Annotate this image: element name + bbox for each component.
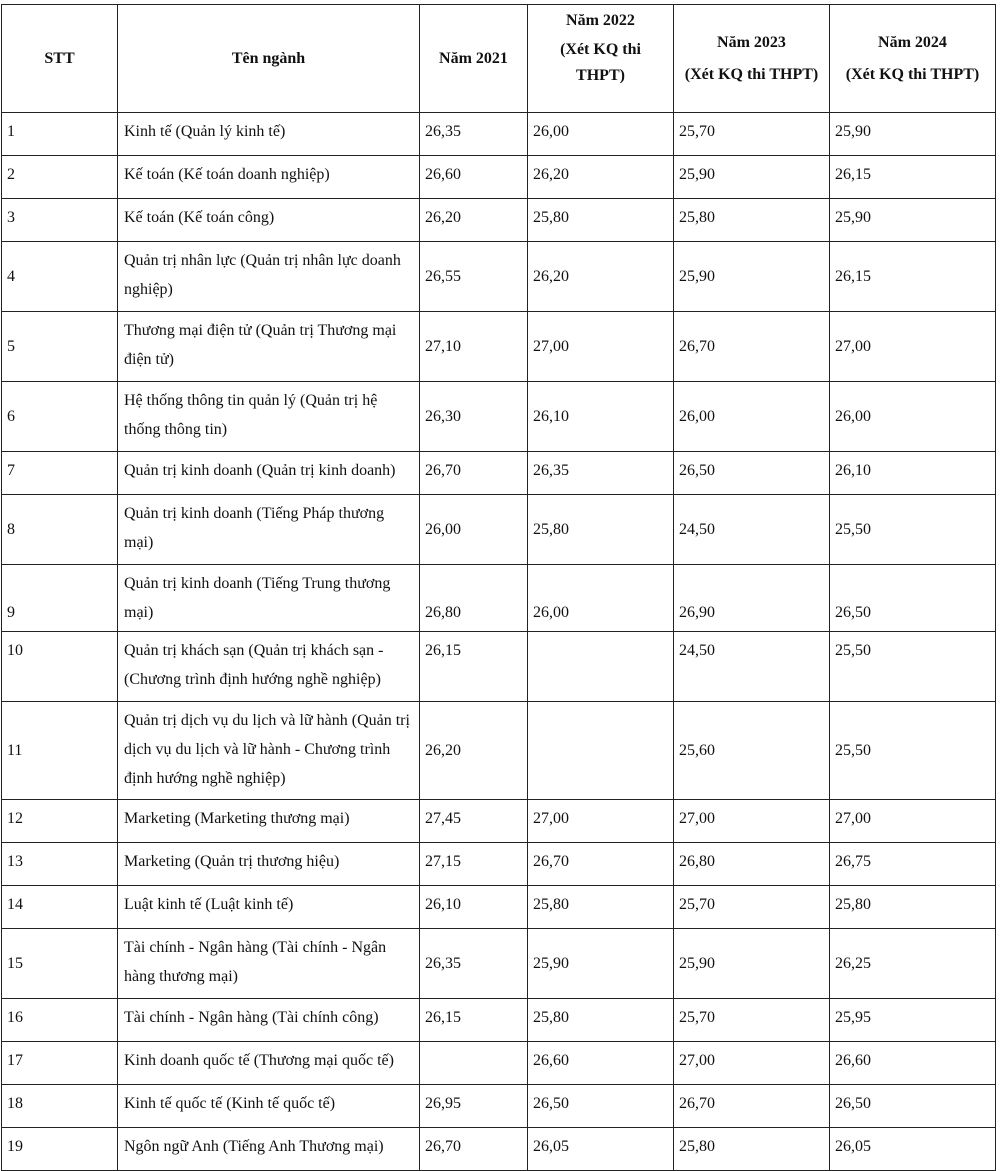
row-major-name: Thương mại điện tử (Quản trị Thương mại điện tử) — [118, 312, 420, 382]
row-major-name: Kế toán (Kế toán công) — [118, 199, 420, 242]
row-score-2021: 26,30 — [420, 382, 528, 452]
row-major-name: Marketing (Quản trị thương hiệu) — [118, 843, 420, 886]
row-score-2022: 27,00 — [528, 800, 674, 843]
row-score-2022: 26,00 — [528, 565, 674, 632]
table-row — [2, 113, 996, 156]
row-stt: 17 — [2, 1042, 118, 1085]
row-score-2022: 26,50 — [528, 1085, 674, 1128]
row-stt: 9 — [2, 565, 118, 632]
table-row — [2, 929, 996, 999]
row-score-2021: 26,35 — [420, 929, 528, 999]
row-stt: 8 — [2, 495, 118, 565]
row-major-name: Quản trị dịch vụ du lịch và lữ hành (Quản trị dịch vụ du lịch và lữ hành - Chương trình định hướng nghề nghiệp) — [118, 702, 420, 800]
row-major-name: Kinh tế quốc tế (Kinh tế quốc tế) — [118, 1085, 420, 1128]
table-row — [2, 382, 996, 452]
row-score-2022: 26,10 — [528, 382, 674, 452]
header-year-2021: Năm 2021 — [420, 5, 528, 113]
row-score-2021: 26,20 — [420, 199, 528, 242]
row-score-2021: 26,55 — [420, 242, 528, 312]
table-row — [2, 1042, 996, 1085]
row-score-2024: 26,60 — [830, 1042, 996, 1085]
row-score-2023: 26,70 — [674, 1085, 830, 1128]
row-score-2024: 25,50 — [830, 702, 996, 800]
row-score-2023: 26,00 — [674, 382, 830, 452]
row-stt: 14 — [2, 886, 118, 929]
row-score-2023: 24,50 — [674, 495, 830, 565]
row-score-2021: 26,00 — [420, 495, 528, 565]
row-score-2024: 26,50 — [830, 1085, 996, 1128]
row-major-name: Tài chính - Ngân hàng (Tài chính công) — [118, 999, 420, 1042]
row-score-2023: 25,80 — [674, 1128, 830, 1171]
table-row — [2, 1128, 996, 1171]
table-row — [2, 199, 996, 242]
row-score-2024: 26,15 — [830, 156, 996, 199]
row-score-2022: 26,20 — [528, 156, 674, 199]
row-score-2023: 25,70 — [674, 886, 830, 929]
row-score-2022: 26,20 — [528, 242, 674, 312]
table-header-row — [2, 5, 996, 113]
row-score-2022: 25,80 — [528, 999, 674, 1042]
row-score-2021: 26,60 — [420, 156, 528, 199]
row-score-2023: 25,90 — [674, 929, 830, 999]
row-score-2022: 27,00 — [528, 312, 674, 382]
row-score-2021: 26,95 — [420, 1085, 528, 1128]
row-score-2021: 26,80 — [420, 565, 528, 632]
row-score-2024: 25,90 — [830, 113, 996, 156]
row-score-2024: 27,00 — [830, 800, 996, 843]
row-score-2024: 26,50 — [830, 565, 996, 632]
table-row — [2, 632, 996, 702]
table-row — [2, 1085, 996, 1128]
row-major-name: Quản trị kinh doanh (Tiếng Trung thương mại) — [118, 565, 420, 632]
row-score-2021: 26,70 — [420, 452, 528, 495]
row-stt: 19 — [2, 1128, 118, 1171]
row-score-2023: 27,00 — [674, 800, 830, 843]
row-stt: 18 — [2, 1085, 118, 1128]
row-stt: 5 — [2, 312, 118, 382]
row-stt: 13 — [2, 843, 118, 886]
header-stt: STT — [2, 5, 118, 113]
row-stt: 6 — [2, 382, 118, 452]
header-year-2022: Năm 2022 (Xét KQ thi THPT) — [528, 5, 674, 113]
header-year-2022-note: (Xét KQ thi THPT) — [560, 41, 641, 84]
row-score-2024: 25,50 — [830, 495, 996, 565]
row-major-name: Quản trị kinh doanh (Tiếng Pháp thương mại) — [118, 495, 420, 565]
table-row — [2, 452, 996, 495]
row-major-name: Quản trị khách sạn (Quản trị khách sạn - (Chương trình định hướng nghề nghiệp) — [118, 632, 420, 702]
row-stt: 4 — [2, 242, 118, 312]
row-score-2022: 26,60 — [528, 1042, 674, 1085]
row-score-2023: 26,80 — [674, 843, 830, 886]
row-major-name: Ngôn ngữ Anh (Tiếng Anh Thương mại) — [118, 1128, 420, 1171]
row-score-2021: 26,20 — [420, 702, 528, 800]
admission-scores-table — [1, 4, 996, 1171]
row-major-name: Kinh doanh quốc tế (Thương mại quốc tế) — [118, 1042, 420, 1085]
row-score-2023: 25,70 — [674, 999, 830, 1042]
row-score-2024: 27,00 — [830, 312, 996, 382]
row-score-2023: 24,50 — [674, 632, 830, 702]
row-score-2023: 26,50 — [674, 452, 830, 495]
row-score-2022: 26,35 — [528, 452, 674, 495]
row-stt: 16 — [2, 999, 118, 1042]
row-score-2024: 25,95 — [830, 999, 996, 1042]
row-score-2022 — [528, 632, 674, 702]
row-score-2024: 25,50 — [830, 632, 996, 702]
row-stt: 3 — [2, 199, 118, 242]
row-score-2024: 25,90 — [830, 199, 996, 242]
row-score-2023: 27,00 — [674, 1042, 830, 1085]
row-stt: 7 — [2, 452, 118, 495]
row-score-2021: 26,70 — [420, 1128, 528, 1171]
row-major-name: Marketing (Marketing thương mại) — [118, 800, 420, 843]
row-score-2023: 25,70 — [674, 113, 830, 156]
row-score-2023: 25,60 — [674, 702, 830, 800]
row-score-2021: 26,15 — [420, 999, 528, 1042]
row-major-name: Kinh tế (Quản lý kinh tế) — [118, 113, 420, 156]
row-score-2021 — [420, 1042, 528, 1085]
row-score-2022: 26,00 — [528, 113, 674, 156]
row-score-2023: 26,90 — [674, 565, 830, 632]
table-row — [2, 156, 996, 199]
table-row — [2, 886, 996, 929]
row-score-2021: 27,45 — [420, 800, 528, 843]
row-major-name: Luật kinh tế (Luật kinh tế) — [118, 886, 420, 929]
header-major-name: Tên ngành — [118, 5, 420, 113]
row-score-2022: 25,80 — [528, 199, 674, 242]
row-score-2024: 26,75 — [830, 843, 996, 886]
row-score-2023: 25,90 — [674, 242, 830, 312]
row-score-2021: 27,10 — [420, 312, 528, 382]
table-row — [2, 999, 996, 1042]
table-row — [2, 242, 996, 312]
row-score-2024: 26,15 — [830, 242, 996, 312]
header-year-2023-note: (Xét KQ thi THPT) — [684, 65, 819, 83]
row-score-2024: 26,10 — [830, 452, 996, 495]
header-year-2024: Năm 2024 (Xét KQ thi THPT) — [830, 5, 996, 113]
row-score-2024: 26,00 — [830, 382, 996, 452]
table-row — [2, 565, 996, 632]
row-score-2024: 25,80 — [830, 886, 996, 929]
table-row — [2, 800, 996, 843]
row-stt: 12 — [2, 800, 118, 843]
table-row — [2, 843, 996, 886]
row-score-2024: 26,05 — [830, 1128, 996, 1171]
row-score-2022: 25,90 — [528, 929, 674, 999]
row-score-2021: 27,15 — [420, 843, 528, 886]
table-row — [2, 312, 996, 382]
row-stt: 10 — [2, 632, 118, 702]
table-row — [2, 495, 996, 565]
row-stt: 1 — [2, 113, 118, 156]
row-score-2021: 26,35 — [420, 113, 528, 156]
row-score-2022: 26,05 — [528, 1128, 674, 1171]
row-major-name: Quản trị kinh doanh (Quản trị kinh doanh) — [118, 452, 420, 495]
table-row — [2, 702, 996, 800]
row-major-name: Kế toán (Kế toán doanh nghiệp) — [118, 156, 420, 199]
row-major-name: Tài chính - Ngân hàng (Tài chính - Ngân hàng thương mại) — [118, 929, 420, 999]
row-score-2022: 25,80 — [528, 886, 674, 929]
row-score-2024: 26,25 — [830, 929, 996, 999]
row-score-2022: 26,70 — [528, 843, 674, 886]
row-score-2021: 26,15 — [420, 632, 528, 702]
row-major-name: Hệ thống thông tin quản lý (Quản trị hệ thống thông tin) — [118, 382, 420, 452]
row-score-2023: 26,70 — [674, 312, 830, 382]
row-stt: 2 — [2, 156, 118, 199]
row-score-2023: 25,90 — [674, 156, 830, 199]
row-score-2022: 25,80 — [528, 495, 674, 565]
row-score-2021: 26,10 — [420, 886, 528, 929]
header-year-2023: Năm 2023 (Xét KQ thi THPT) — [674, 5, 830, 113]
row-score-2023: 25,80 — [674, 199, 830, 242]
row-score-2022 — [528, 702, 674, 800]
row-stt: 11 — [2, 702, 118, 800]
row-stt: 15 — [2, 929, 118, 999]
header-year-2024-note: (Xét KQ thi THPT) — [845, 65, 980, 83]
row-major-name: Quản trị nhân lực (Quản trị nhân lực doanh nghiệp) — [118, 242, 420, 312]
